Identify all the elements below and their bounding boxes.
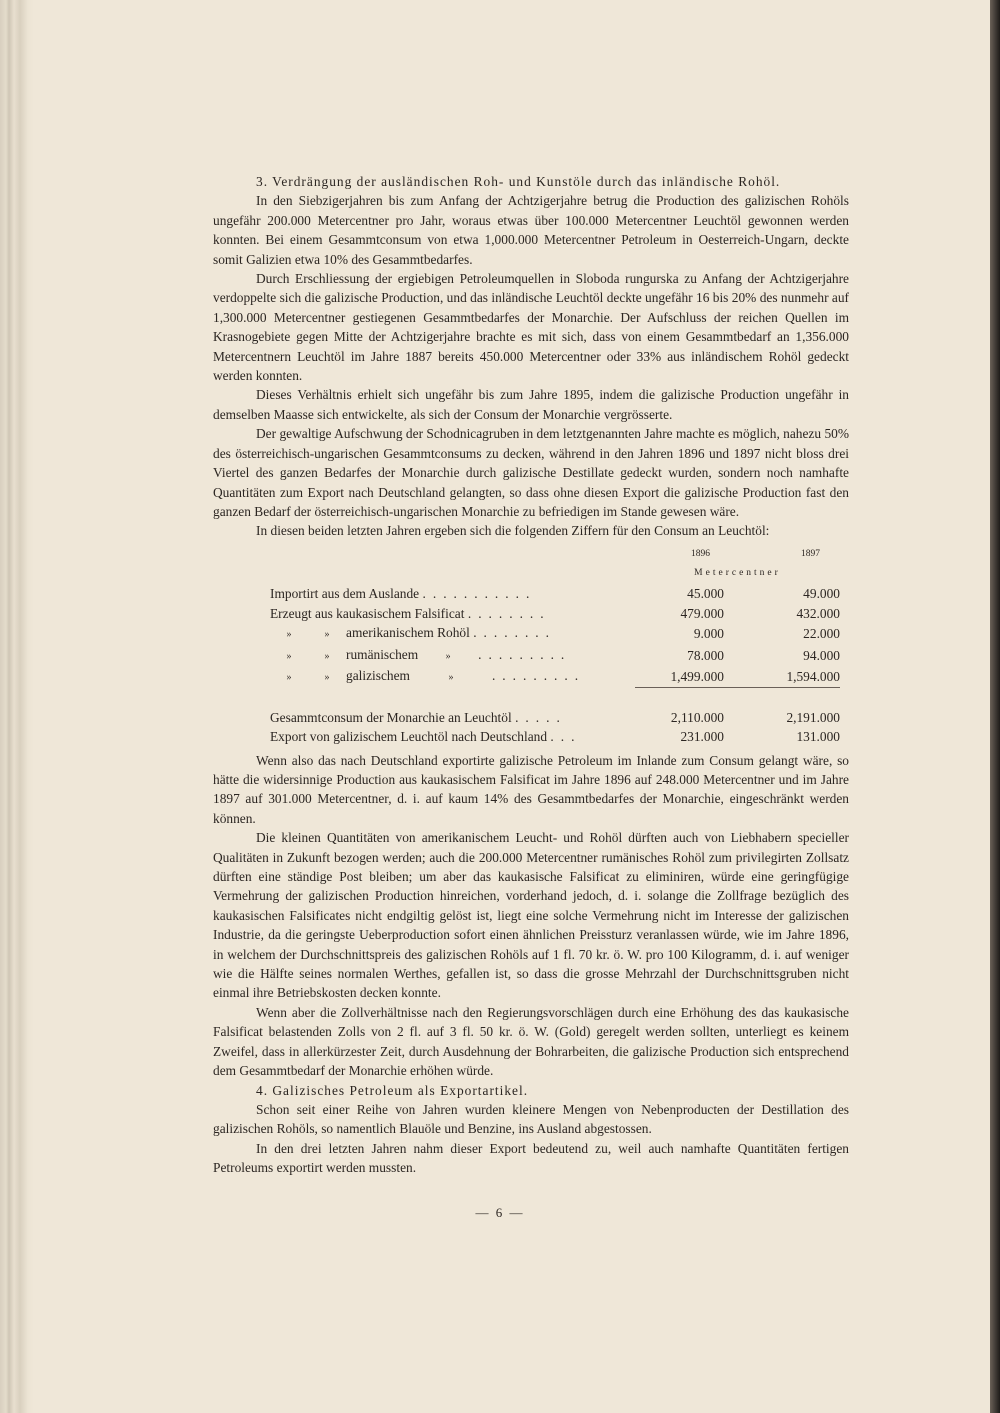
table-row: Importirt aus dem Auslande ........... 45.000 49.000	[270, 584, 840, 604]
table-row: » » rumänischem » ......... 78.000 94.000	[270, 645, 840, 666]
paragraph: Durch Erschliessung der ergiebigen Petroleumquellen in Sloboda rungurska zu Anfang der Achtzigerjahre verdoppelte sich die galizische Production, und das inländische Leuchtöl deckte ungefähr 16 bis 20% des nunmehr auf 1,300.000 Metercentner gestiegenen Gesammtbedarfes der Monarchie. Der Aufschluss der reichen Quellen im Krasnogebiete gegen Mitte der Achtzigerjahre brachte es mit sich, dass von einem Gesammtbedarf an 1,356.000 Metercentnern Leuchtöl im Jahre 1887 bereits 450.000 Metercentner oder 33% aus inländischem Rohöl gedeckt werden konnten.	[213, 271, 849, 384]
section-heading-3: 3. Verdrängung der ausländischen Roh- und Kunstöle durch das inländische Rohöl.	[256, 174, 781, 189]
value-1897: 94.000	[803, 647, 840, 663]
value-1897: 432.000	[796, 605, 840, 621]
page-number: — 6 —	[475, 1205, 525, 1220]
page-content	[213, 172, 849, 1178]
consumption-table	[270, 545, 840, 747]
column-header-1897: 1897	[801, 548, 820, 559]
value-1897: 2,191.000	[786, 709, 840, 725]
row-label: Export von galizischem Leuchtöl nach Deutschland	[270, 729, 548, 745]
ditto-mark: »	[286, 650, 292, 662]
value-1896: 9.000	[693, 626, 724, 642]
page-binding	[0, 0, 34, 1413]
scan-edge	[990, 0, 1000, 1413]
paragraph: Die kleinen Quantitäten von amerikanischem Leucht- und Rohöl dürften auch von Liebhabern specieller Qualitäten in Zukunft bezogen werden; auch die 200.000 Metercentner rumänisches Rohöl zum privilegirten Zollsatz dürften eine ständige Post bleiben; um aber das kaukasische Falsificat zu eliminiren, würde eine geringfügige Vermehrung der galizischen Production hinreichen, vorderhand jedoch, d. i. solange die Zollfrage bezüglich des kaukasischen Falsificates nicht endgiltig gelöst ist, liegt eine solche Vermehrung nicht im Interesse der galizischen Industrie, da die geringste Ueberproduction sofort einen ähnlichen Preissturz veranlassen würde, wie im Jahre 1896, in welchem der Durchschnittspreis des galizischen Rohöls auf 1 fl. 70 kr. ö. W. pro 100 Kilogramm, d. i. auf weniger wie die Hälfte seines normalen Werthes, gefallen ist, so dass die grosse Mehrzahl der Durchschnittsgruben nicht einmal ihre Betriebskosten decken konnte.	[213, 830, 849, 1001]
table-row: » » galizischem » ......... 1,499.000 1,594.000	[270, 666, 840, 687]
value-1896: 231.000	[680, 729, 724, 745]
table-row: » » amerikanischem Rohöl ........ 9.000 22.000	[270, 623, 840, 644]
paragraph: Schon seit einer Reihe von Jahren wurden kleinere Mengen von Nebenproducten der Destillation des galizischen Rohöls, so namentlich Blauöle und Benzine, ins Ausland abgestossen.	[213, 1101, 849, 1137]
value-1896: 1,499.000	[670, 668, 724, 684]
column-header-1896: 1896	[691, 548, 710, 559]
table-row: Gesammtconsum der Monarchie an Leuchtöl ..... 2,110.000 2,191.000	[270, 707, 840, 727]
row-label: Erzeugt aus kaukasischem Falsificat	[270, 605, 465, 621]
paragraph: In den drei letzten Jahren nahm dieser Export bedeutend zu, weil auch namhafte Quantitäten fertigen Petroleums exportirt werden mussten.	[213, 1140, 849, 1176]
paragraph: In diesen beiden letzten Jahren ergeben sich die folgenden Ziffern für den Consum an Leuchtöl:	[256, 523, 770, 539]
value-1897: 1,594.000	[786, 668, 840, 684]
ditto-mark: »	[324, 629, 330, 641]
value-1896: 2,110.000	[670, 709, 724, 725]
section-heading-4: 4. Galizisches Petroleum als Exportartikel.	[256, 1082, 529, 1098]
ditto-mark: »	[324, 671, 330, 683]
row-label: Gesammtconsum der Monarchie an Leuchtöl	[270, 709, 512, 725]
paragraph: Wenn also das nach Deutschland exportirte galizische Petroleum im Inlande zum Consum gelangt wäre, so hätte die widersinnige Production aus kaukasischem Falsificat im Jahre 1896 auf 248.000 Metercentner und im Jahre 1897 auf 301.000 Metercentner, d. i. auf kaum 14% des Gesammtbedarfes der Monarchie, eingeschränkt werden können.	[213, 752, 849, 826]
value-1897: 49.000	[803, 586, 840, 601]
ditto-mark: »	[445, 650, 451, 662]
row-label: galizischem	[346, 667, 410, 683]
paragraph: Wenn aber die Zollverhältnisse nach den Regierungsvorschlägen durch eine Erhöhung des das kaukasische Falsificat belastenden Zolls von 2 fl. auf 3 fl. 50 kr. ö. W. (Gold) geregelt werden sollten, unterliegt es keinem Zweifel, dass in allerkürzester Zeit, durch Ausdehnung der Bohrarbeiten, die galizische Production sich entsprechend dem Gesammtbedarf der Monarchie erhöhen würde.	[213, 1004, 849, 1079]
value-1897: 22.000	[803, 626, 840, 642]
value-1896: 78.000	[687, 647, 724, 663]
table-row: Export von galizischem Leuchtöl nach Deutschland ... 231.000 131.000	[270, 727, 840, 747]
paragraph: Dieses Verhältnis erhielt sich ungefähr bis zum Jahre 1895, indem die galizische Production ungefähr in demselben Maasse sich entwickelte, als sich der Consum der Monarchie vergrösserte.	[213, 387, 849, 422]
ditto-mark: »	[448, 671, 454, 683]
ditto-mark: »	[286, 671, 292, 683]
unit-header: Metercentner	[694, 568, 781, 579]
table-row: Erzeugt aus kaukasischem Falsificat ........ 479.000 432.000	[270, 604, 840, 624]
row-label: rumänischem	[346, 646, 419, 662]
row-label: Importirt aus dem Auslande	[270, 586, 420, 601]
value-1896: 45.000	[687, 586, 724, 601]
paragraph: In den Siebzigerjahren bis zum Anfang der Achtzigerjahre betrug die Production des galizischen Rohöls ungefähr 200.000 Metercentner pro Jahr, woraus etwas über 100.000 Metercentner Leuchtöl gewonnen werden konnten. Bei einem Gesammtconsum von etwa 1,000.000 Metercentner Petroleum in Oesterreich-Ungarn, deckte somit Galizien etwa 10% des Gesammtbedarfes.	[213, 193, 849, 267]
ditto-mark: »	[286, 629, 292, 641]
row-label: amerikanischem Rohöl	[346, 625, 470, 641]
value-1896: 479.000	[680, 605, 724, 621]
ditto-mark: »	[324, 650, 330, 662]
value-1897: 131.000	[796, 729, 840, 745]
paragraph: Der gewaltige Aufschwung der Schodnicagruben in dem letztgenannten Jahre machte es möglich, nahezu 50% des österreichisch-ungarischen Gesammtconsums zu decken, während in den Jahren 1896 und 1897 nicht bloss drei Viertel des ganzen Bedarfes der Monarchie durch galizische Destillate gedeckt wurden, sondern noch namhafte Quantitäten zum Export nach Deutschland gelangten, so dass ohne diesen Export die galizische Production fast den ganzen Bedarf der österreichisch-ungarischen Monarchie zu befriedigen im Stande gewesen wäre.	[213, 426, 849, 519]
